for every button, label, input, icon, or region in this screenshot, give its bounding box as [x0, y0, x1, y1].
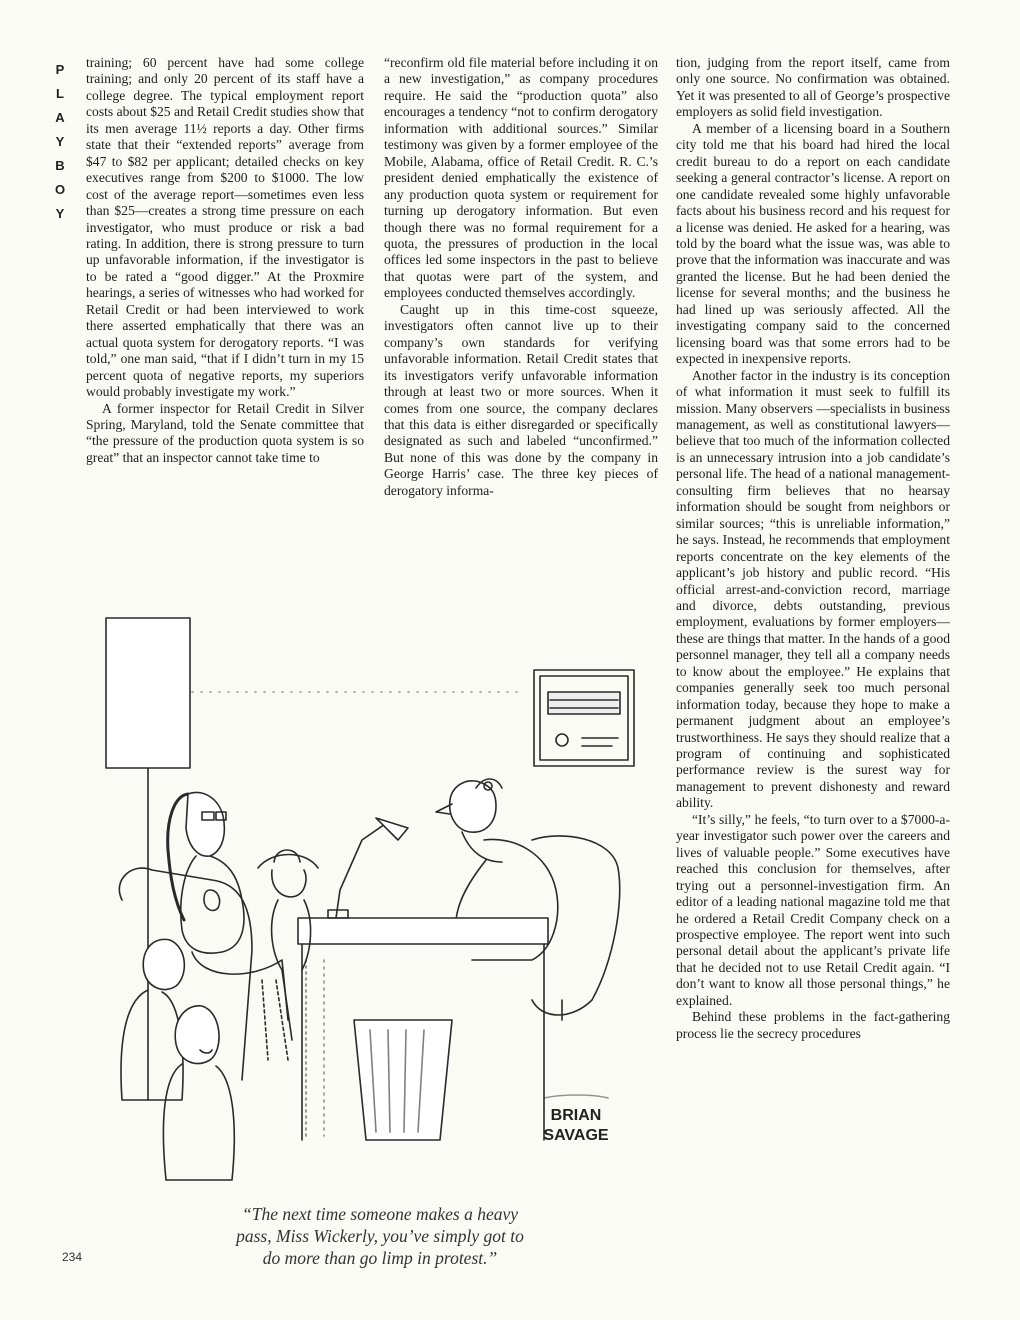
- masthead-letter: O: [54, 182, 66, 197]
- paragraph: “reconfirm old file material before including it on a new investigation,” as company procedures require. He said the “production quota” also encourages a tendency “not to confirm derogatory information with additional sources.” Similar testimony was given by a former employee of the Mobile, Alabama, office of Retail Credit. R. C.’s president denied emphatically the existence of any production quota system or requirement for turning up derogatory information. But even though there was no formal requirement for a quota, the pressures of production in the local offices led some inspectors in the past to believe that quotas were part of the system, and employees conducted themselves accordingly.: [384, 55, 658, 301]
- signature-line-1: BRIAN: [550, 1107, 602, 1124]
- caption-line: “The next time someone makes a heavy: [241, 1204, 519, 1224]
- paragraph: “It’s silly,” he feels, “to turn over to a $7000-a-year investigator such power over the careers and lives of valuable people.” Some executives have reached this conclusion for themselves, after trying out a personnel-investigation firm. An editor of a leading national magazine told me that he ordered a Retail Credit Company check on a prospective employee. The report went into such personal detail about the applicant’s private life that he decided not to use Retail Credit again. “I don’t want to know all those personal things,” he explained.: [676, 811, 950, 1008]
- paragraph: Another factor in the industry is its conception of what information it must seek to fulfill its mission. Many observers —specialists in business management, as well as constitutional lawyers—believe that too much of the information collected is an unnecessary intrusion into a job candidate’s personal life. The head of a national management-consulting firm believes that no hearsay information should be sought from neighbors or similar sources; “this is unreliable information,” he says. Instead, he recommends that employment reports concentrate on the key elements of the applicant’s job history and public record. “His official arrest-and-conviction record, marriage and divorce, debts outstanding, previous employment, evaluations by former employers—these are things that matter. In the hands of a good personnel manager, they tell all a company needs to know about the employee.” He explains that companies generally seek too much personal information today, because they hope to make a permanent judgment about an employee’s trustworthiness. He says they should realize that a program of continuing and sophisticated performance review is the surest way for management to prevent dishonesty and reward ability.: [676, 367, 950, 811]
- caption-line: do more than go limp in protest.”: [262, 1248, 498, 1268]
- masthead-vertical: [50, 58, 70, 226]
- paragraph: training; 60 percent have had some college training; and only 20 percent of its staff have a college degree. The typical employment report costs about $25 and Retail Credit studies show that its men average 11½ reports a day. Other firms state that their “extended reports” average from $47 to $82 per applicant; detailed checks on key executives range from $200 to $1000. The low cost of the average report—sometimes even less than $25—creates a strong time pressure on each investigator, who must produce or risk a bad rating. In addition, there is strong pressure to turn up unfavorable information, if the investigator is to be rated a “good digger.” At the Proxmire hearings, a series of witnesses who had worked for Retail Credit or had been interviewed to work there asserted emphatically that there was an actual quota system for derogatory reports. “I was told,” one man said, “that if I didn’t turn in my 15 percent quota of negative reports, my superiors would probably investigate my work.”: [86, 55, 364, 400]
- caption-line: pass, Miss Wickerly, you’ve simply got to: [236, 1226, 524, 1246]
- cartoon-caption: [190, 1203, 570, 1269]
- signature-line-2: SAVAGE: [543, 1127, 609, 1144]
- paragraph: A former inspector for Retail Credit in Silver Spring, Maryland, told the Senate committee that “the pressure of the production quota system is so great” that an inspector cannot take time to: [86, 400, 364, 465]
- wastebasket: [354, 1020, 452, 1140]
- cartoon-drawing: [92, 600, 658, 1192]
- children-group: [121, 939, 234, 1180]
- artist-signature-mark: [544, 1095, 608, 1098]
- text-column-3: [676, 55, 950, 1042]
- masthead-letter: Y: [55, 134, 65, 149]
- child-figure: [258, 850, 318, 1040]
- masthead-letter: Y: [55, 206, 65, 221]
- masthead-letter: L: [56, 86, 64, 101]
- paragraph: Caught up in this time-cost squeeze, investigators often cannot live up to their company’s own standards for verifying unfavorable information. Retail Credit states that its investigators verify unfavorable information through at least two or more sources. When it comes from one source, the company declares that this data is either disregarded or specifically designated as such and labeled “unconfirmed.” But none of this was done by the company in George Harris’ case. The three key pieces of derogatory informa-: [384, 301, 658, 498]
- page-number: 234: [62, 1250, 83, 1264]
- cartoon-illustration: [92, 600, 658, 1192]
- paragraph: tion, judging from the report itself, came from only one source. No confirmation was obtained. Yet it was presented to all of George’s prospective employers as solid field investigation.: [676, 55, 950, 120]
- framed-certificate: [534, 670, 634, 766]
- paragraph: A member of a licensing board in a Southern city told me that his board had hired the local credit bureau to do a report on each candidate seeking a general contractor’s license. A report on one candidate revealed some highly unfavorable facts about his business record and his request for a license was denied. He asked for a hearing, was told by the board what the issue was, was able to prove that the information was inaccurate and was granted the license. But he had been denied the license for several months; and the business he had lined up was seriously affected. All the investigating company said to the concerned licensing board was that some errors had to be expected in inexpensive reports.: [676, 120, 950, 367]
- desk-lamp: [328, 818, 408, 918]
- masthead-letter: A: [55, 110, 65, 125]
- paragraph: Behind these problems in the fact-gathering process lie the secrecy procedures: [676, 1009, 950, 1041]
- masthead-letter: B: [55, 158, 65, 173]
- text-column-1: [86, 55, 364, 466]
- text-column-2: [384, 55, 658, 499]
- masthead-letter: P: [55, 62, 65, 77]
